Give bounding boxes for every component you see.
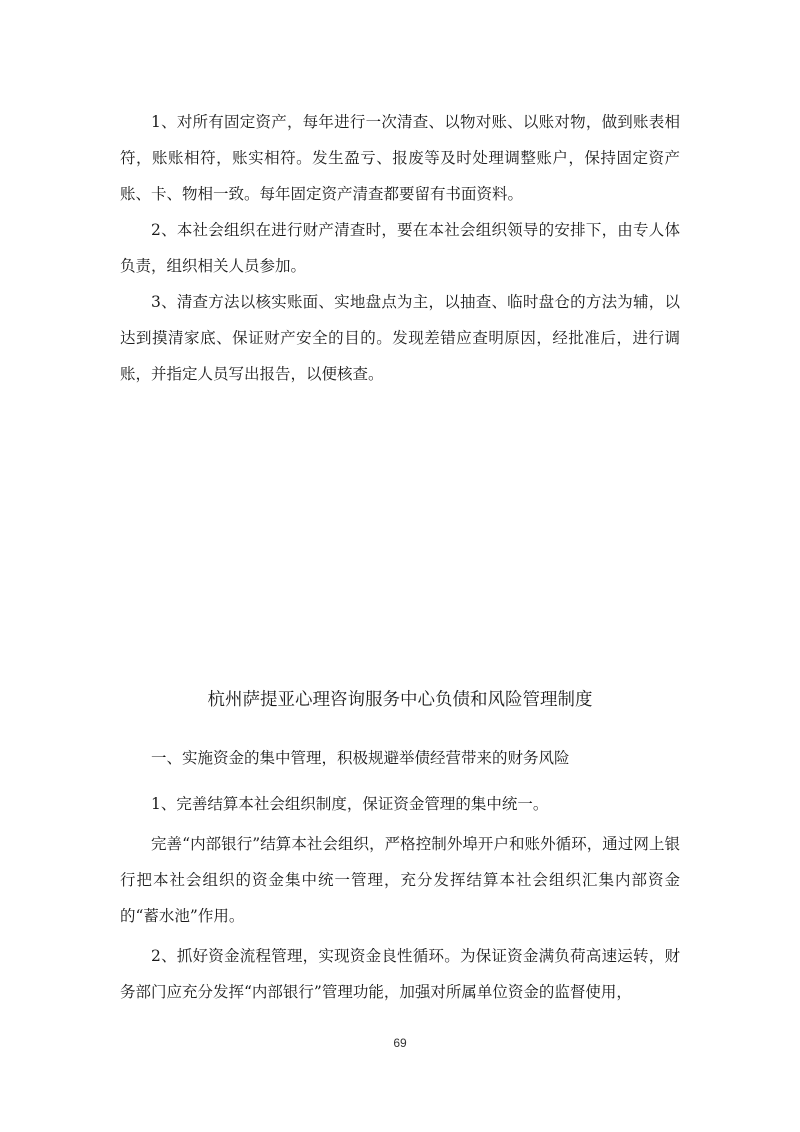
page-number: 69 [393, 1036, 407, 1050]
section-title: 杭州萨提亚心理咨询服务中心负债和风险管理制度 [207, 690, 593, 710]
paragraph-inventory-responsibility: 2、本社会组织在进行财产清查时，要在本社会组织领导的安排下，由专人体负责，组织相关人员参加。 [120, 221, 680, 275]
paragraph-settlement-system: 1、完善结算本社会组织制度，保证资金管理的集中统一。 [151, 795, 549, 813]
paragraph-internal-bank: 完善“内部银行”结算本社会组织，严格控制外埠开户和账外循环，通过网上银行把本社会组织的资金集中统一管理，充分发挥结算本社会组织汇集内部资金的“蓄水池”作用。 [120, 835, 680, 925]
section-heading: 一、实施资金的集中管理，积极规避举债经营带来的财务风险 [151, 749, 570, 767]
paragraph-inventory-method: 3、清查方法以核实账面、实地盘点为主，以抽查、临时盘仓的方法为辅，以达到摸清家底、保证财产安全的目的。发现差错应查明原因，经批准后，进行调账，并指定人员写出报告，以便核查。 [120, 293, 680, 383]
paragraph-asset-inventory: 1、对所有固定资产，每年进行一次清查、以物对账、以账对物，做到账表相符，账账相符，账实相符。发生盈亏、报废等及时处理调整账户，保持固定资产账、卡、物相一致。每年固定资产清查都要留有书面资料。 [120, 113, 680, 203]
paragraph-fund-flow: 2、抓好资金流程管理，实现资金良性循环。为保证资金满负荷高速运转，财务部门应充分发挥“内部银行”管理功能，加强对所属单位资金的监督使用， [120, 947, 680, 1001]
